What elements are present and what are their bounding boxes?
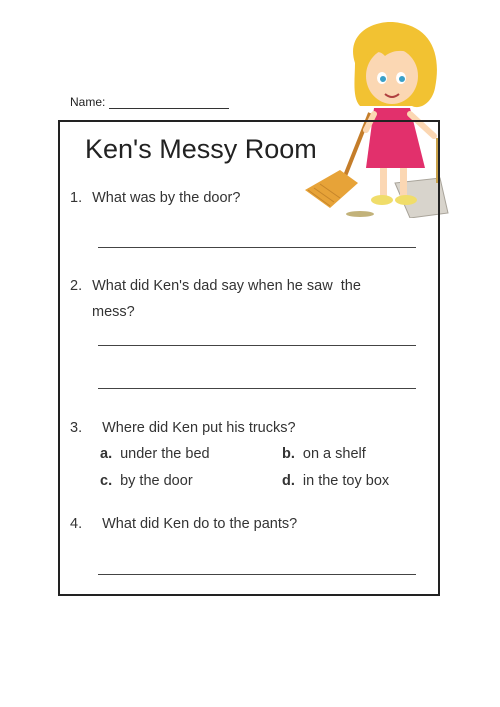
question-number: 1.: [70, 190, 83, 206]
question-text: What was by the door?: [92, 190, 241, 206]
name-field: [70, 95, 229, 109]
choice-text: by the door: [120, 473, 193, 489]
answer-line-2a[interactable]: [98, 345, 416, 346]
page-title: Ken's Messy Room: [85, 134, 317, 164]
question-1: [70, 190, 240, 206]
question-3: [70, 420, 296, 436]
question-number: 2.: [70, 278, 83, 294]
choice-a[interactable]: [100, 446, 210, 462]
choice-c[interactable]: [100, 473, 193, 489]
choice-b[interactable]: [282, 446, 366, 462]
question-text: What did Ken's dad say when he saw the: [92, 278, 361, 294]
choice-letter: c.: [100, 473, 113, 489]
question-text: Where did Ken put his trucks?: [102, 420, 296, 436]
choice-letter: b.: [282, 446, 295, 462]
question-2: [70, 278, 361, 294]
name-label: Name:: [70, 95, 106, 109]
question-2-continued: mess?: [92, 304, 135, 320]
name-blank-line[interactable]: [109, 98, 229, 109]
choice-text: on a shelf: [302, 446, 366, 462]
answer-line-4[interactable]: [98, 574, 416, 575]
answer-line-2b[interactable]: [98, 388, 416, 389]
choice-letter: a.: [100, 446, 113, 462]
choice-text: in the toy box: [302, 473, 390, 489]
question-text: What did Ken do to the pants?: [102, 516, 298, 532]
question-4: [70, 516, 297, 532]
question-number: 3.: [70, 420, 83, 436]
choice-text: under the bed: [120, 446, 210, 462]
choice-letter: d.: [282, 473, 295, 489]
choice-d[interactable]: [282, 473, 389, 489]
answer-line-1[interactable]: [98, 247, 416, 248]
question-number: 4.: [70, 516, 83, 532]
